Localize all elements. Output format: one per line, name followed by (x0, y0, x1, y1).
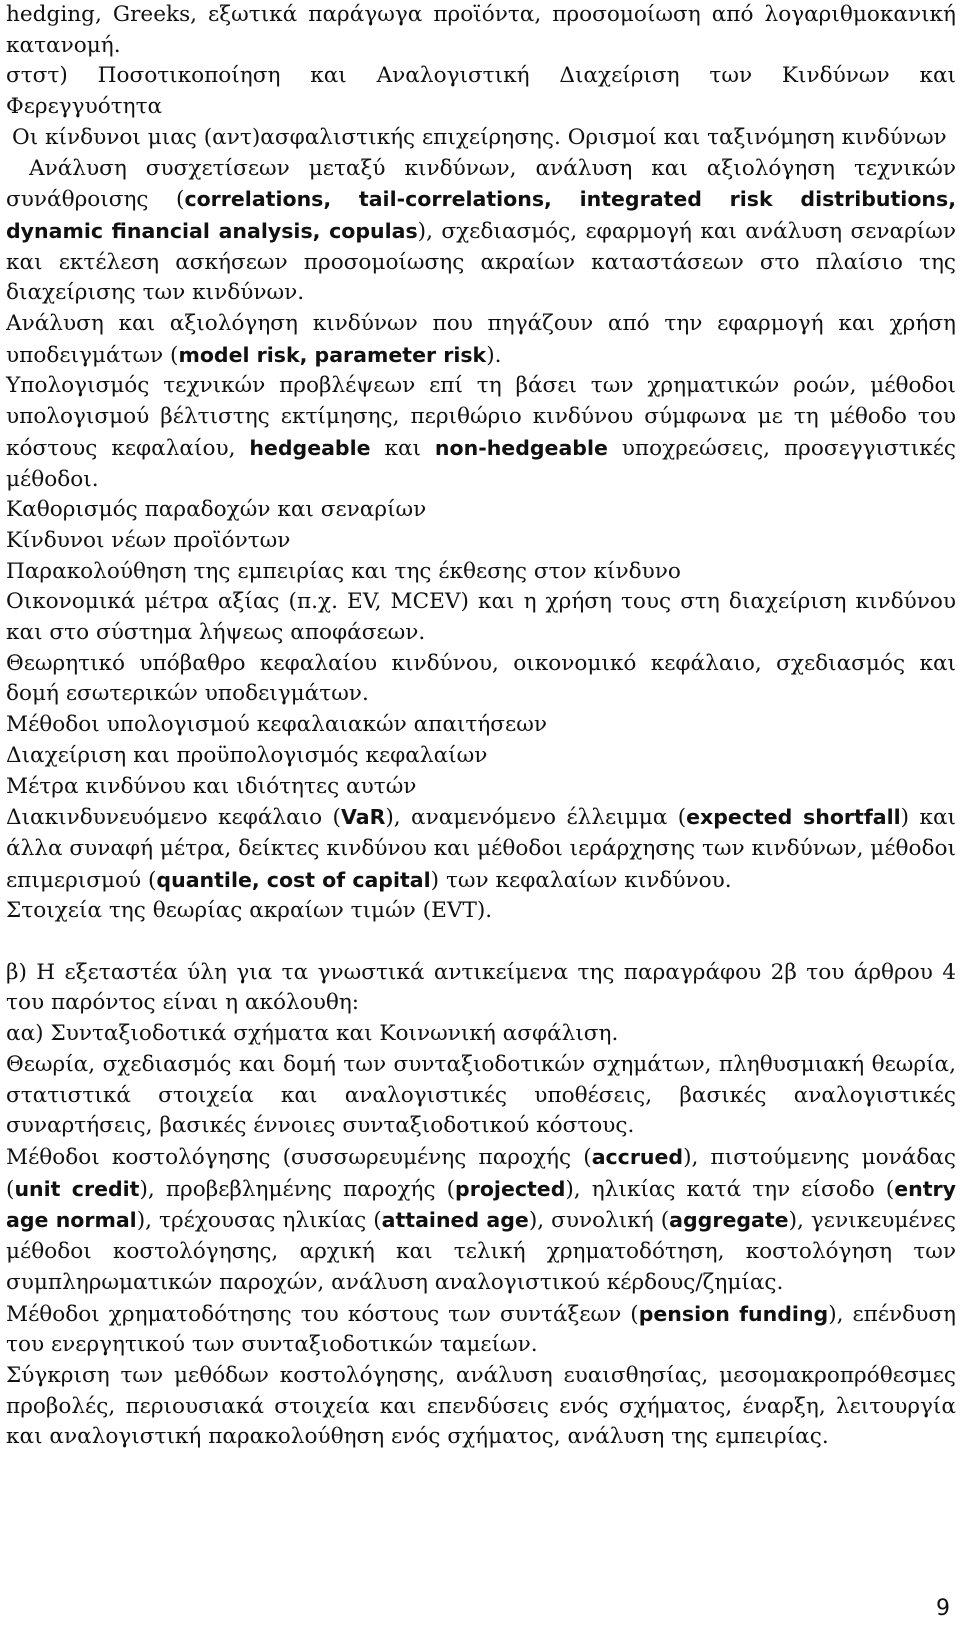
text-run: υποχρεώσεις, προσεγγιστικές μέθοδοι. (6, 435, 956, 492)
bold-term: attained age (381, 1208, 529, 1233)
bold-term: entry age normal (6, 1176, 956, 1233)
paragraph: Μέτρα κινδύνου και ιδιότητες αυτών (6, 773, 417, 799)
section-heading: στστ) Ποσοτικοποίηση και Αναλογιστική Διαχείριση των Κινδύνων και Φερεγγυότητα (6, 63, 956, 120)
bold-term: model risk, parameter risk (178, 342, 487, 367)
paragraph-gap (6, 927, 956, 958)
paragraph: Οι κίνδυνοι μιας (αντ)ασφαλιστικής επιχείρησης. Ορισμοί και ταξινόμηση κινδύνων (12, 124, 947, 150)
bold-term: pension funding (638, 1301, 829, 1326)
text-run: και (370, 435, 435, 461)
bold-term: unit credit (14, 1176, 140, 1201)
text-run: Διακινδυνευόμενο κεφάλαιο ( (6, 805, 341, 831)
paragraph: Θεωρία, σχεδιασμός και δομή των συνταξιοδοτικών σχημάτων, πληθυσμιακή θεωρία, στατιστικά στοιχεία και αναλογιστικές υποθέσεις, βασικές αναλογιστικές συναρτήσεις, βασικές έννοιες συνταξιοδοτικού κόστους. (6, 1051, 956, 1139)
text-run: ), σχεδιασμός, εφαρμογή και ανάλυση σεναρίων και εκτέλεση ασκήσεων προσομοίωσης ακραίων καταστάσεων στο πλαίσιο της διαχείρισης των κινδύνων. (6, 218, 956, 306)
paragraph: Παρακολούθηση της εμπειρίας και της έκθεσης στον κίνδυνο (6, 558, 681, 584)
text-run: ) των κεφαλαίων κινδύνου. (430, 867, 732, 893)
text-run: ), τρέχουσας ηλικίας ( (136, 1208, 382, 1234)
bold-term: accrued (591, 1145, 684, 1169)
bold-term: expected shortfall (686, 805, 901, 830)
text-run: Μέθοδοι χρηματοδότησης του κόστους των συντάξεων ( (6, 1301, 639, 1327)
paragraph (6, 1142, 956, 1299)
text-run: ), προβεβλημένης παροχής ( (139, 1176, 456, 1202)
text-run: ) και άλλα συναφή μέτρα, δείκτες κινδύνου και μέθοδοι ιεράρχησης των κινδύνων, μέθοδοι επιμερισμού ( (6, 805, 956, 893)
text-run: ), επένδυση του ενεργητικού των συνταξιοδοτικών ταμείων. (6, 1301, 956, 1358)
paragraph (6, 1299, 956, 1361)
page-number: 9 (936, 1596, 950, 1621)
text-run: Υπολογισμός τεχνικών προβλέψεων επί τη βάσει των χρηματικών ροών, μέθοδοι υπολογισμού βέλτιστης εκτίμησης, περιθώριο κινδύνου σύμφωνα με τη μέθοδο του κόστους κεφαλαίου, (6, 373, 956, 461)
paragraph: Στοιχεία της θεωρίας ακραίων τιμών (EVT). (6, 898, 493, 924)
paragraph: Οικονομικά μέτρα αξίας (π.χ. EV, MCEV) και η χρήση τους στη διαχείριση κινδύνου και στο σύστημα λήψεως αποφάσεων. (6, 589, 956, 646)
text-run: Μέθοδοι κοστολόγησης (συσσωρευμένης παροχής ( (6, 1145, 592, 1170)
bold-term: hedgeable (249, 435, 371, 460)
paragraph: Θεωρητικό υπόβαθρο κεφαλαίου κινδύνου, οικονομικό κεφάλαιο, σχεδιασμός και δομή εσωτερικών υποδειγμάτων. (6, 650, 956, 707)
paragraph: Καθορισμός παραδοχών και σεναρίων (6, 497, 427, 523)
text-run: ), αναμενόμενο έλλειμμα ( (385, 805, 687, 831)
paragraph: hedging, Greeks, εξωτικά παράγωγα προϊόντα, προσομοίωση από λογαριθμοκανική κατανομή. (6, 2, 956, 58)
paragraph: Μέθοδοι υπολογισμού κεφαλαιακών απαιτήσεων (6, 712, 547, 738)
bold-term: correlations, tail-correlations, integrated risk distributions, dynamic financial analysis, copulas (6, 187, 956, 243)
section-heading: αα) Συνταξιοδοτικά σχήματα και Κοινωνική ασφάλιση. (6, 1021, 619, 1047)
text-run: ), ηλικίας κατά την είσοδο ( (565, 1176, 895, 1202)
paragraph (6, 802, 956, 896)
text-run: ), γενικευμένες μέθοδοι κοστολόγησης, αρχική και τελική χρηματοδότηση, κοστολόγηση των συμπληρωματικών παροχών, ανάλυση αναλογιστικού κέρδους/ζημίας. (6, 1208, 957, 1295)
text-run: ), συνολική ( (528, 1208, 670, 1234)
document-page (6, 0, 956, 1453)
text-run: ). (486, 342, 502, 368)
paragraph: β) Η εξεταστέα ύλη για τα γνωστικά αντικείμενα της παραγράφου 2β του άρθρου 4 του παρόντος είναι η ακόλουθη: (6, 959, 956, 1016)
paragraph: Κίνδυνοι νέων προϊόντων (6, 527, 291, 553)
bold-term: projected (455, 1176, 566, 1201)
paragraph: Διαχείριση και προϋπολογισμός κεφαλαίων (6, 742, 488, 768)
text-run: Ανάλυση συσχετίσεων μεταξύ κινδύνων, ανάλυση και αξιολόγηση τεχνικών συνάθροισης ( (6, 155, 956, 213)
paragraph (6, 309, 956, 371)
bold-term: VaR (341, 805, 386, 830)
paragraph: Σύγκριση των μεθόδων κοστολόγησης, ανάλυση ευαισθησίας, μεσομακροπρόθεσμες προβολές, περιουσιακά στοιχεία και επενδύσεις ενός σχήματος, έναρξη, λειτουργία και αναλογιστική παρακολούθηση ενός σχήματος, ανάλυση της εμπειρίας. (6, 1362, 956, 1450)
text-run: Ανάλυση και αξιολόγηση κινδύνων που πηγάζουν από την εφαρμογή και χρήση υποδειγμάτων ( (6, 311, 956, 368)
bold-term: non-hedgeable (434, 435, 608, 460)
paragraph (6, 371, 956, 495)
bold-term: aggregate (669, 1208, 789, 1233)
paragraph (6, 154, 956, 310)
text-run: ), πιστούμενης μονάδας ( (6, 1145, 956, 1202)
bold-term: quantile, cost of capital (156, 867, 431, 892)
